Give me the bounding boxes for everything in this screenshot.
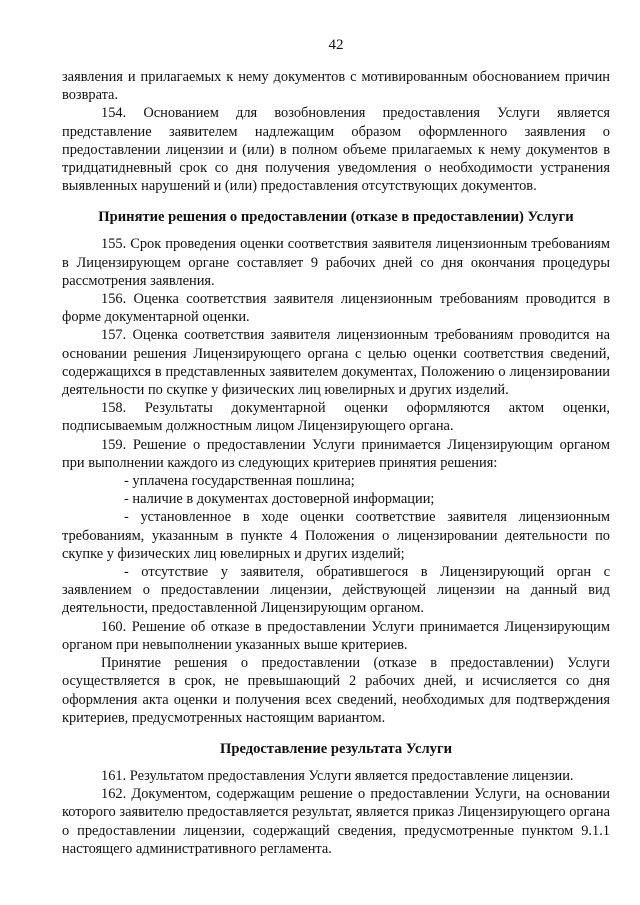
page-number: 42 [328,37,344,53]
paragraph: 158. Результаты документарной оценки оформляются актом оценки, подписываемым должностным лицом Лицензирующего органа. [62,400,610,435]
list-item: - отсутствие у заявителя, обратившегося в Лицензирующий орган с заявлением о предоставлении лицензии, действующей лицензии на данный вид деятельности, предоставленной Лицензирующим органом. [62,564,610,617]
list-item: - наличие в документах достоверной информации; [124,491,435,508]
paragraph: 160. Решение об отказе в предоставлении Услуги принимается Лицензирующим органом при невыполнении указанных выше критериев. [62,618,610,653]
paragraph: 157. Оценка соответствия заявителя лицензионным требованиям проводится на основании решения Лицензирующего органа с целью оценки соответствия сведений, содержащихся в представленных заявителем документах, Положению о лицензировании деятельности по скупке у физических лиц ювелирных и других изделий. [62,327,610,399]
paragraph: 162. Документом, содержащим решение о предоставлении Услуги, на основании которого заявителю предоставляется результат, является приказ Лицензирующего органа о предоставлении лицензии, содержащий сведения, предусмотренные пунктом 9.1.1 настоящего административного регламента. [62,786,610,857]
paragraph: 159. Решение о предоставлении Услуги принимается Лицензирующим органом при выполнении каждого из следующих критериев принятия решения: [62,436,610,471]
paragraph: 155. Срок проведения оценки соответствия заявителя лицензионным требованиям в Лицензирующем органе составляет 9 рабочих дней со дня окончания процедуры рассмотрения заявления. [62,236,610,289]
document-body [62,68,610,858]
section-heading: Предоставление результата Услуги [220,740,452,757]
paragraph: 161. Результатом предоставления Услуги является предоставление лицензии. [101,767,574,784]
paragraph: 154. Основанием для возобновления предоставления Услуги является представление заявителем надлежащим образом оформленного заявления о предоставлении лицензии и (или) в полном объеме прилагаемых к нему документов в тридцатидневный срок со дня получения уведомления о необходимости устранения выявленных нарушений и (или) предоставления отсутствующих документов. [62,105,610,195]
section-heading: Принятие решения о предоставлении (отказе в предоставлении) Услуги [98,209,574,226]
paragraph: 156. Оценка соответствия заявителя лицензионным требованиям проводится в форме документарной оценки. [62,291,610,326]
list-item: - установленное в ходе оценки соответствие заявителя лицензионным требованиям, указанным в пункте 4 Положения о лицензировании деятельности по скупке у физических лиц ювелирных и других изделий; [62,509,610,562]
paragraph: Принятие решения о предоставлении (отказе в предоставлении) Услуги осуществляется в срок, не превышающий 2 рабочих дней, и исчисляется со дня оформления акта оценки и получения всех сведений, необходимых для подтверждения критериев, предусмотренных настоящим вариантом. [62,655,610,726]
list-item: - уплачена государственная пошлина; [124,473,355,490]
paragraph: заявления и прилагаемых к нему документов с мотивированным обоснованием причин возврата. [62,69,610,104]
